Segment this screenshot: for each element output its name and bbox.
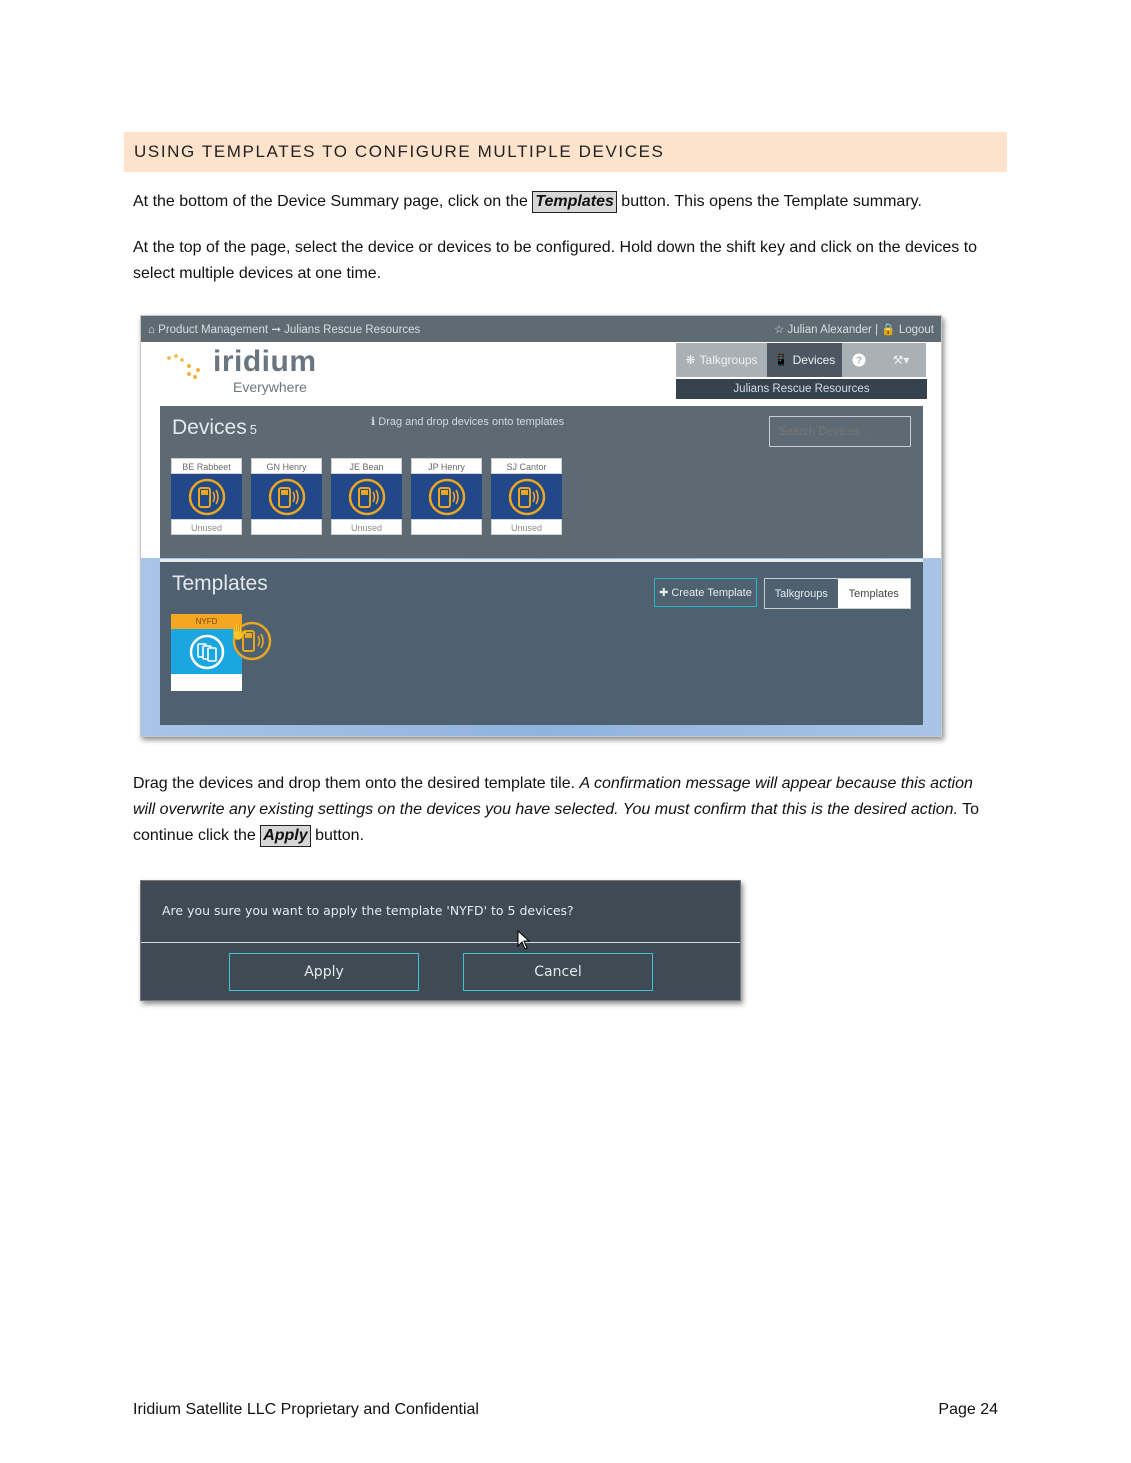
paragraph-select-devices: At the top of the page, select the device or devices to be configured. Hold down the shift key and click on the devices to select multiple devices at one time. [133,239,978,282]
home-icon: ⌂ [148,324,155,336]
logo-dots-icon [165,352,211,380]
confirm-message: Are you sure you want to apply the template 'NYFD' to 5 devices? [162,903,574,918]
confirm-dialog-screenshot [140,880,741,1001]
drag-hint: ℹ Drag and drop devices onto templates [371,416,565,428]
devices-title: Devices 5 [172,416,257,439]
apply-button-reference: Apply [260,825,310,847]
nav-help[interactable] [842,343,876,377]
devices-panel [160,406,923,558]
logout-link[interactable]: Logout [898,324,934,336]
lock-icon: 🔒 [881,324,896,336]
iridium-logo [165,345,325,396]
search-devices-input[interactable] [769,416,911,447]
info-icon: ℹ [371,416,376,428]
nav-settings-dropdown[interactable] [876,343,926,377]
plus-icon: ✚ [659,587,669,599]
device-tile[interactable]: BE Rabbeet Unused [171,458,242,535]
dialog-separator [141,942,740,943]
logo-tagline: Everywhere [233,379,307,395]
cancel-button[interactable]: Cancel [463,953,653,991]
paragraph-drag-drop: Drag the devices and drop them onto the desired template tile. A confirmation message will appear because this action will overwrite any existing settings on the devices you have selected. You must confirm that this is the desired action. To continue click the Apply button. [133,771,993,849]
devices-count: 5 [249,422,257,437]
mouse-pointer-icon [517,930,531,950]
create-template-button[interactable]: ✚ Create Template [654,578,757,607]
breadcrumb-product-management[interactable]: Product Management [158,324,269,336]
logo-wordmark: iridium [213,345,317,378]
breadcrumb-org[interactable]: Julians Rescue Resources [284,324,421,336]
footer-confidential: Iridium Satellite LLC Proprietary and Confidential [133,1401,479,1418]
device-tile[interactable]: SJ Cantor Unused [491,458,562,535]
device-summary-screenshot [140,315,942,737]
satellite-phone-icon [187,477,227,517]
toggle-talkgroups[interactable]: Talkgroups [774,587,828,600]
templates-button-reference: Templates [532,191,617,213]
device-tile[interactable]: JE Bean Unused [331,458,402,535]
talkgroups-icon: ❋ [685,353,696,367]
section-title: USING TEMPLATES TO CONFIGURE MULTIPLE DEVICES [134,142,665,161]
device-tile[interactable]: JP Henry [411,458,482,535]
hand-cursor-icon: ✋ [229,624,249,641]
template-name: NYFD [171,614,242,629]
user-name[interactable]: Julian Alexander [787,324,872,336]
help-icon [852,353,866,367]
main-nav [676,343,926,377]
svg-text:?: ? [855,355,863,367]
top-bar [141,316,941,342]
wrench-dropdown-icon: ⚒▾ [892,353,910,367]
user-area: ☆ Julian Alexander | 🔒 Logout [773,324,934,336]
device-list [171,458,562,535]
satellite-phone-icon [347,477,387,517]
star-icon: ☆ [773,324,785,336]
nav-devices[interactable]: 📱 Devices [767,343,842,377]
nav-talkgroups[interactable]: ❋ Talkgroups [676,343,767,377]
templates-panel [160,562,923,725]
breadcrumb [148,322,420,336]
devices-icon: 📱 [773,353,789,367]
templates-title: Templates [172,572,268,595]
paragraph-templates-button: At the bottom of the Device Summary page, click on the Templates button. This opens the Template summary. [133,189,1003,215]
device-tile[interactable]: GN Henry [251,458,322,535]
view-toggle [764,578,911,609]
org-name-bar: Julians Rescue Resources [676,379,927,399]
satellite-phone-icon [267,477,307,517]
satellite-phone-icon [507,477,547,517]
template-devices-icon [187,632,227,672]
apply-button[interactable]: Apply [229,953,419,991]
breadcrumb-arrow: ➞ [271,324,281,336]
page-number: Page 24 [938,1401,998,1418]
section-header [124,132,1007,172]
satellite-phone-icon [427,477,467,517]
toggle-templates[interactable]: Templates [838,579,911,608]
